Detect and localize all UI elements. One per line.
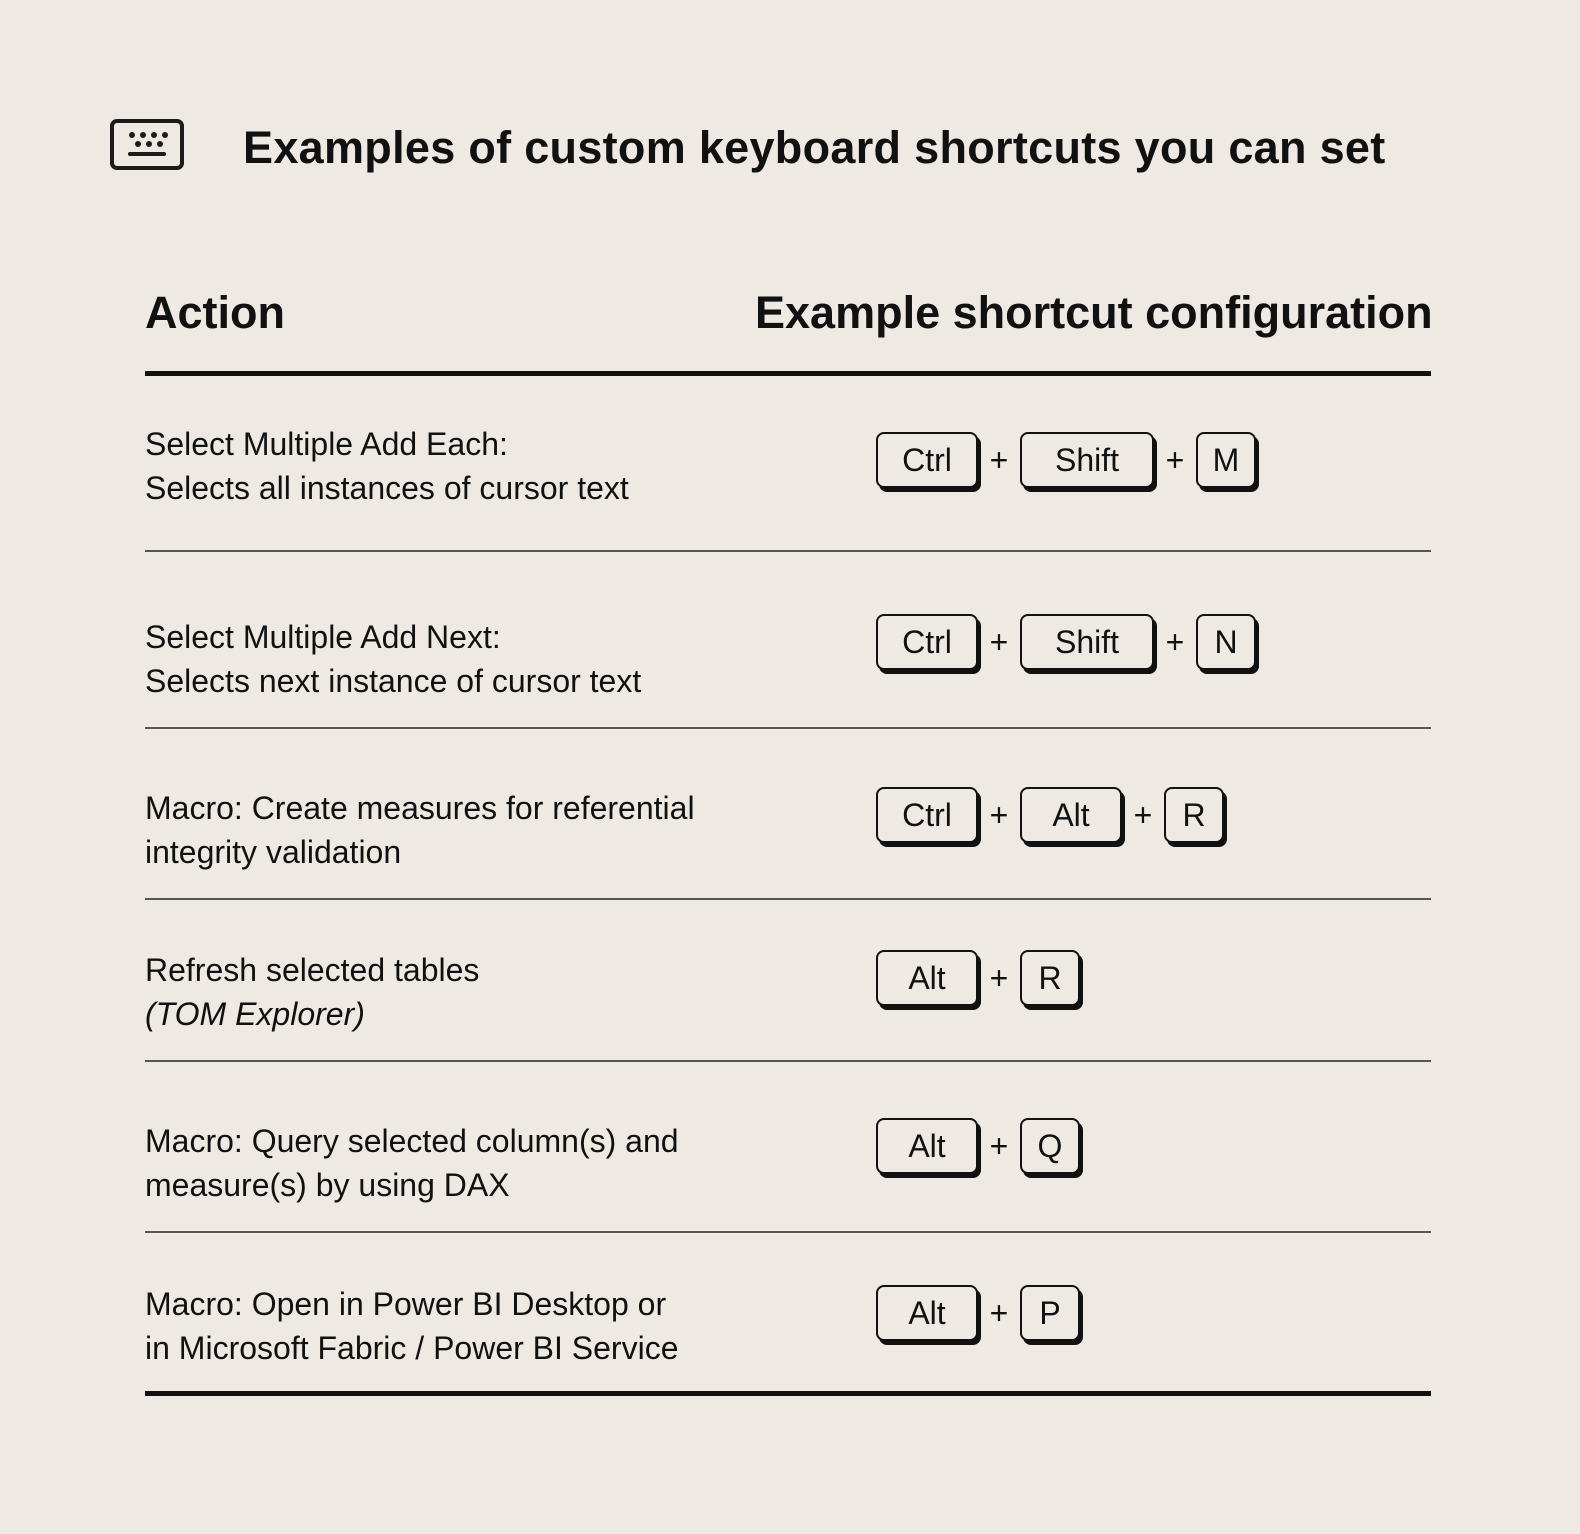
- action-text: [145, 422, 629, 510]
- action-text: [145, 786, 695, 874]
- key-cap: Shift: [1020, 614, 1154, 670]
- page-title: Examples of custom keyboard shortcuts you can set: [243, 122, 1386, 173]
- row-divider: [145, 727, 1431, 729]
- shortcut-keys: [876, 430, 1256, 490]
- plus-sign: +: [1165, 623, 1185, 660]
- keyboard-icon: [110, 119, 184, 170]
- action-title: Macro: Create measures for referential: [145, 790, 695, 826]
- key-cap: Shift: [1020, 432, 1154, 488]
- row-divider: [145, 550, 1431, 552]
- plus-sign: +: [989, 623, 1009, 660]
- key-cap: Ctrl: [876, 614, 978, 670]
- shortcut-keys: [876, 1116, 1080, 1176]
- key-cap: Ctrl: [876, 432, 978, 488]
- action-text: [145, 615, 641, 703]
- action-title: Refresh selected tables: [145, 952, 480, 988]
- shortcut-keys: [876, 948, 1080, 1008]
- plus-sign: +: [1133, 796, 1153, 833]
- action-title: Select Multiple Add Next:: [145, 619, 501, 655]
- action-text: [145, 1119, 679, 1207]
- action-description: Selects all instances of cursor text: [145, 470, 629, 506]
- header-rule: [145, 371, 1431, 376]
- key-cap: Alt: [876, 1285, 978, 1341]
- action-description: (TOM Explorer): [145, 996, 365, 1032]
- action-description: in Microsoft Fabric / Power BI Service: [145, 1330, 679, 1366]
- key-cap: M: [1196, 432, 1256, 488]
- shortcut-keys: [876, 612, 1256, 672]
- key-cap: Q: [1020, 1118, 1080, 1174]
- row-divider: [145, 1060, 1431, 1062]
- key-cap: R: [1020, 950, 1080, 1006]
- shortcut-keys: [876, 1283, 1080, 1343]
- key-cap: N: [1196, 614, 1256, 670]
- plus-sign: +: [989, 1294, 1009, 1331]
- action-title: Macro: Query selected column(s) and: [145, 1123, 679, 1159]
- key-cap: Alt: [876, 950, 978, 1006]
- action-title: Macro: Open in Power BI Desktop or: [145, 1286, 667, 1322]
- plus-sign: +: [989, 441, 1009, 478]
- plus-sign: +: [989, 959, 1009, 996]
- action-description: integrity validation: [145, 834, 402, 870]
- key-cap: Alt: [1020, 787, 1122, 843]
- plus-sign: +: [989, 1127, 1009, 1164]
- plus-sign: +: [989, 796, 1009, 833]
- header-action: Action: [145, 287, 285, 338]
- key-cap: P: [1020, 1285, 1080, 1341]
- key-cap: Ctrl: [876, 787, 978, 843]
- action-text: [145, 948, 479, 1036]
- action-text: [145, 1282, 678, 1370]
- footer-rule: [145, 1391, 1431, 1396]
- action-description: measure(s) by using DAX: [145, 1167, 510, 1203]
- shortcut-keys: [876, 785, 1224, 845]
- action-description: Selects next instance of cursor text: [145, 663, 642, 699]
- plus-sign: +: [1165, 441, 1185, 478]
- row-divider: [145, 1231, 1431, 1233]
- action-title: Select Multiple Add Each:: [145, 426, 508, 462]
- key-cap: Alt: [876, 1118, 978, 1174]
- row-divider: [145, 898, 1431, 900]
- key-cap: R: [1164, 787, 1224, 843]
- header-shortcut: Example shortcut configuration: [755, 287, 1433, 338]
